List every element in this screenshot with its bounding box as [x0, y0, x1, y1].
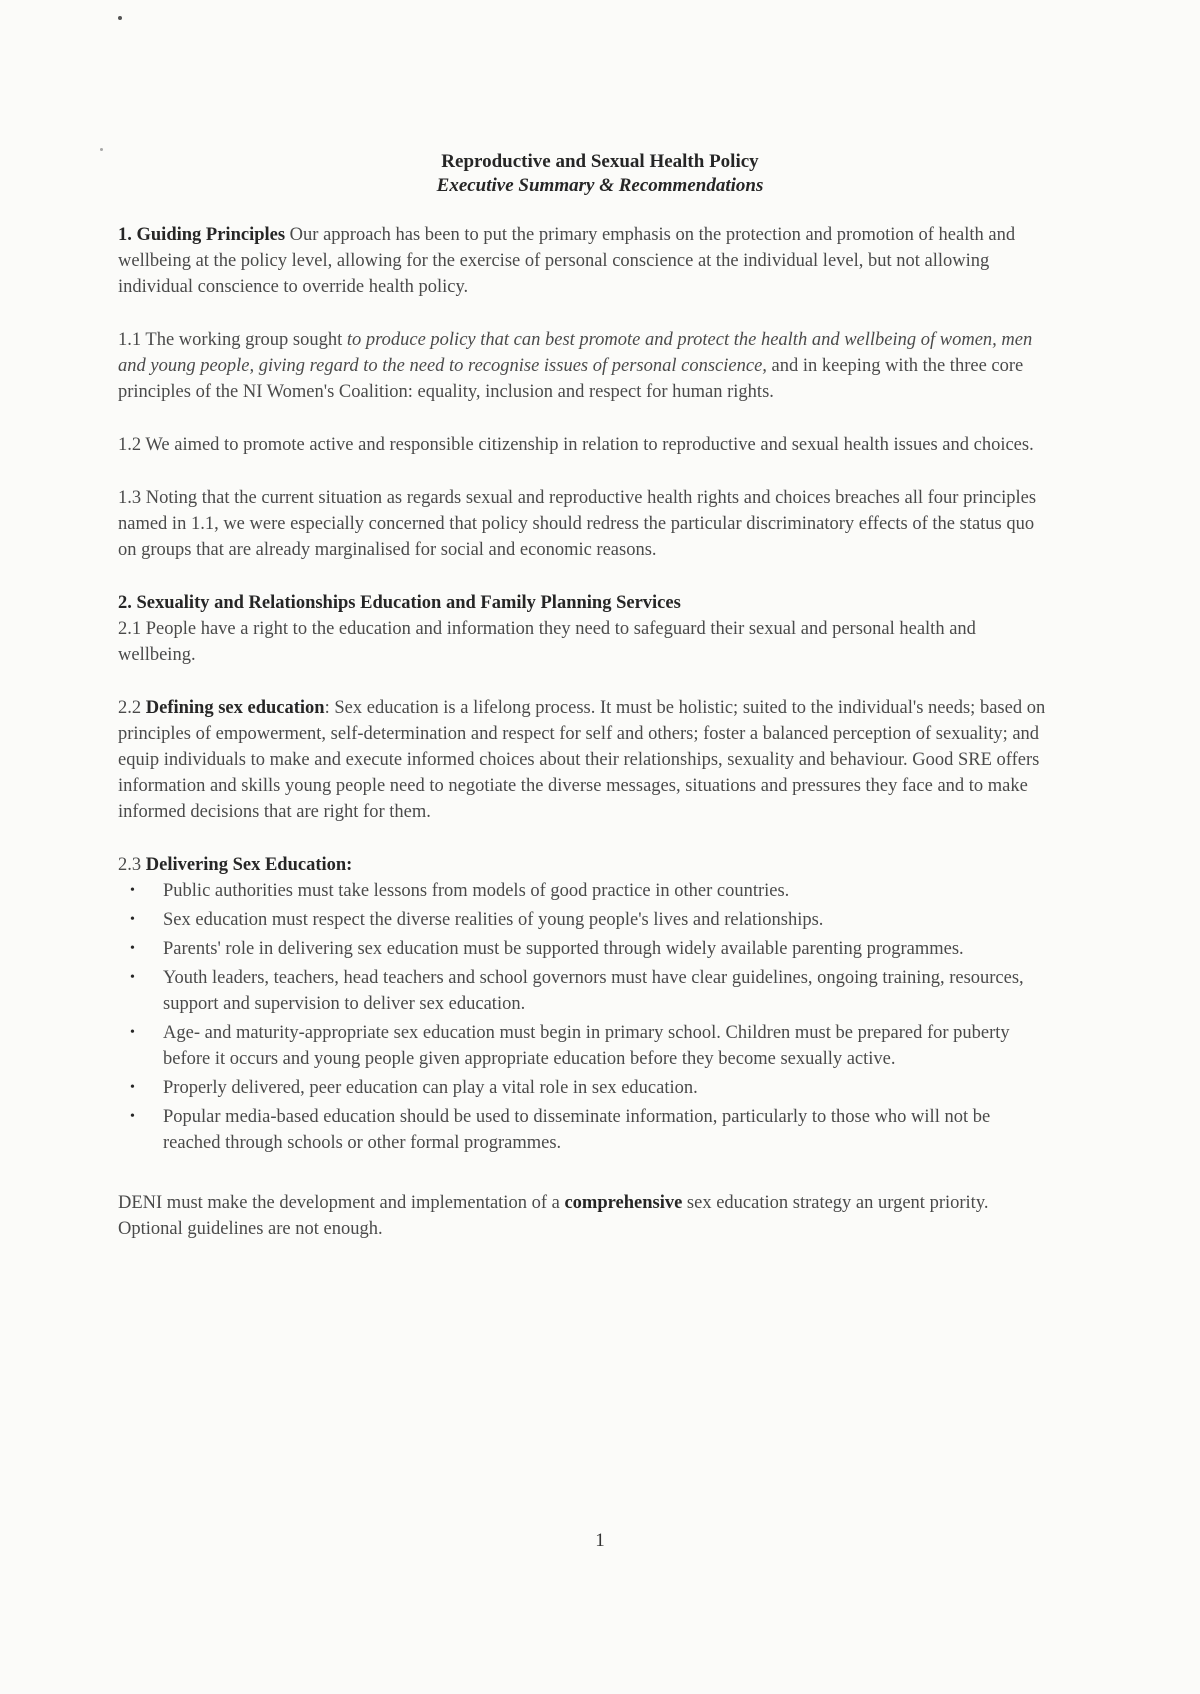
section-1-intro — [118, 222, 1048, 300]
paragraph-2-3-number: 2.3 — [118, 855, 146, 875]
closing-tail: sex education strategy an urgent priority. Optional guidelines are not enough. — [118, 1193, 989, 1239]
paragraph-1-1-tail: and in keeping with the three core principles of the NI Women's Coalition: equality, inclusion and respect for human rights. — [118, 356, 1024, 402]
list-item-text: Properly delivered, peer education can play a vital role in sex education. — [163, 1078, 698, 1098]
list-item — [118, 936, 1048, 962]
closing-lead: DENI must make the development and implementation of a — [118, 1193, 565, 1213]
delivery-bullet-list — [118, 878, 1048, 1156]
list-item-text: Youth leaders, teachers, head teachers and school governors must have clear guidelines, ongoing training, resources, support and supervision to deliver sex education. — [163, 968, 1024, 1014]
document-subtitle: Executive Summary & Recommendations — [436, 175, 764, 196]
closing-paragraph — [118, 1190, 1048, 1242]
list-item-text: Public authorities must take lessons from models of good practice in other countries. — [163, 881, 790, 901]
paragraph-2-2-number: 2.2 — [118, 698, 146, 718]
section-2-heading: 2. Sexuality and Relationships Education and Family Planning Services — [118, 593, 681, 613]
section-1-text: Our approach has been to put the primary emphasis on the protection and promotion of health and wellbeing at the policy level, allowing for the exercise of personal conscience at the individual level, but not allowing individual conscience to override health policy. — [118, 225, 1016, 297]
bullet-icon: • — [130, 970, 135, 985]
list-item-text: Age- and maturity-appropriate sex education must begin in primary school. Children must be prepared for puberty before it occurs and young people given appropriate education before they become sexually active. — [163, 1023, 1010, 1069]
paragraph-1-1-lead: 1.1 The working group sought — [118, 330, 347, 350]
bullet-icon: • — [130, 912, 135, 927]
document-header — [0, 150, 1200, 198]
bullet-icon: • — [130, 1080, 135, 1095]
bullet-icon: • — [130, 1109, 135, 1124]
list-item — [118, 1020, 1048, 1072]
paragraph-2-3-title: Delivering Sex Education: — [145, 855, 353, 875]
paragraph-1-1-italic: to produce policy that can best promote and protect the health and wellbeing of women, men and young people, giving regard to the need to recognise issues of personal conscience, — [118, 330, 1033, 376]
paragraph-1-2: 1.2 We aimed to promote active and responsible citizenship in relation to reproductive and sexual health issues and choices. — [118, 435, 1034, 455]
list-item-text: Parents' role in delivering sex education must be supported through widely available parenting programmes. — [163, 939, 964, 959]
page-number: 1 — [595, 1530, 605, 1551]
paragraph-1-1 — [118, 327, 1048, 405]
list-item — [118, 907, 1048, 933]
bullet-icon: • — [130, 883, 135, 898]
paragraph-2-2-heading: Defining sex education — [145, 698, 325, 718]
list-item-text: Sex education must respect the diverse realities of young people's lives and relationships. — [163, 910, 824, 930]
scan-speck — [118, 16, 122, 20]
list-item — [118, 965, 1048, 1017]
list-item-text: Popular media-based education should be used to disseminate information, particularly to those who will not be reached through schools or other formal programmes. — [163, 1107, 991, 1153]
paragraph-2-2 — [118, 695, 1048, 825]
list-item — [118, 878, 1048, 904]
bullet-icon: • — [130, 1025, 135, 1040]
bullet-icon: • — [130, 941, 135, 956]
list-item — [118, 1075, 1048, 1101]
document-title: Reproductive and Sexual Health Policy — [441, 151, 759, 172]
closing-emphasis: comprehensive — [564, 1193, 683, 1213]
paragraph-2-1: 2.1 People have a right to the education and information they need to safeguard their sexual and personal health and wellbeing. — [118, 619, 976, 665]
paragraph-2-2-text: : Sex education is a lifelong process. It must be holistic; suited to the individual's needs; based on principles of empowerment, self-determination and respect for self and others; foster a balanced perception of sexuality; and equip individuals to make and execute informed choices about their relationships, sexuality and behaviour. Good SRE offers information and skills young people need to negotiate the diverse messages, situations and pressures they face and to make informed decisions that are right for them. — [118, 698, 1046, 822]
document-body — [118, 222, 1048, 1269]
list-item — [118, 1104, 1048, 1156]
paragraph-1-3: 1.3 Noting that the current situation as regards sexual and reproductive health rights and choices breaches all four principles named in 1.1, we were especially concerned that policy should redress the particular discriminatory effects of the status quo on groups that are already marginalised for social and economic reasons. — [118, 488, 1037, 560]
paragraph-2-3-heading — [118, 852, 1048, 878]
section-1-heading: 1. Guiding Principles — [118, 225, 286, 245]
